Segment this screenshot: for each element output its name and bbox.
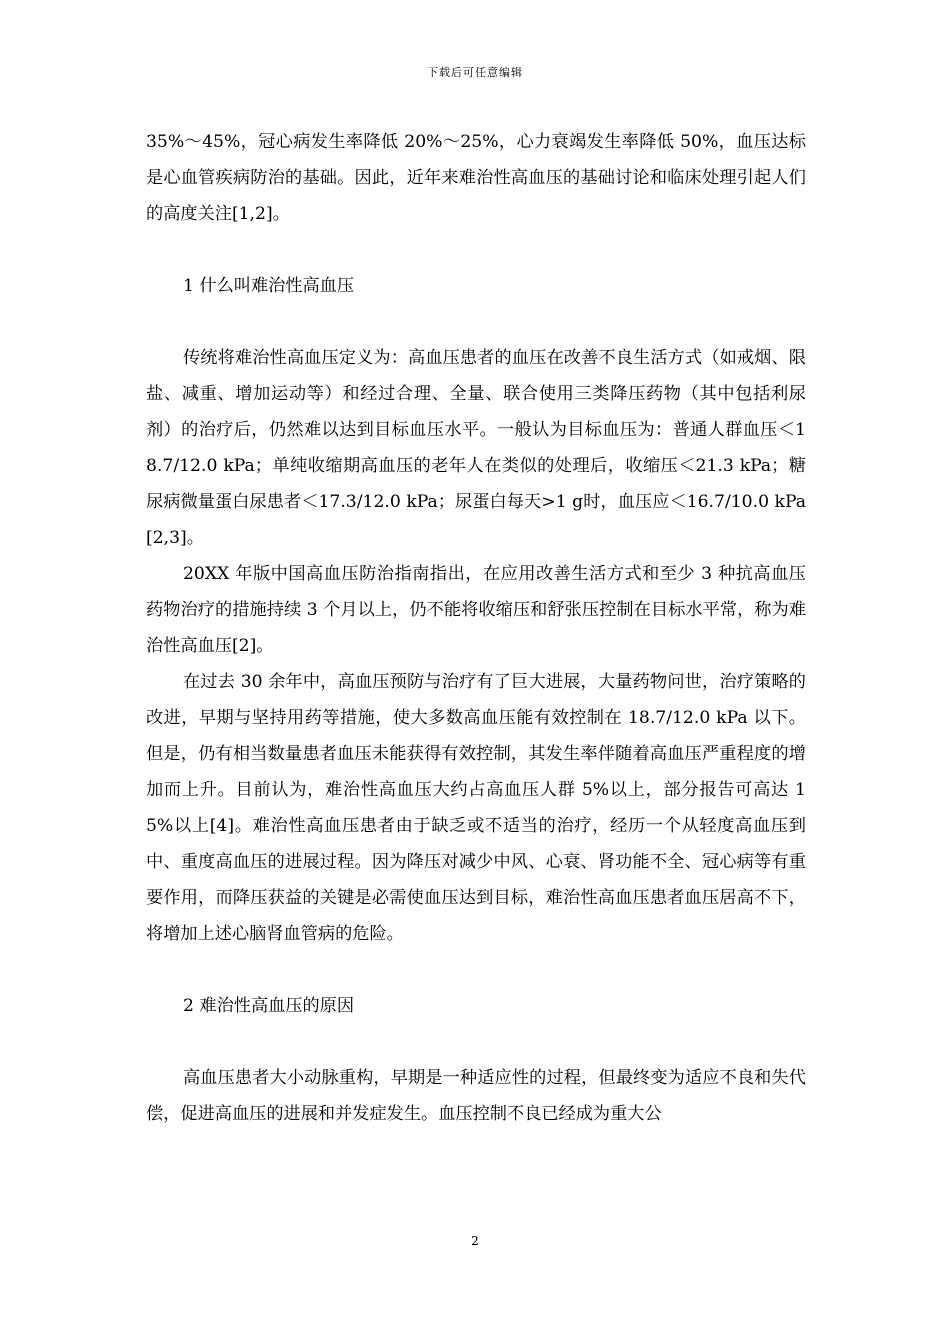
paragraph-definition: 传统将难治性高血压定义为：高血压患者的血压在改善不良生活方式（如戒烟、限盐、减重、增加运动等）和经过合理、全量、联合使用三类降压药物（其中包括利尿剂）的治疗后，仍然难以达到目标血压水平。一般认为目标血压为：普通人群血压＜18.7/12.0 kPa；单纯收缩期高血压的老年人在类似的处理后，收缩压＜21.3 kPa；糖尿病微量蛋白尿患者＜17.3/12.0 kPa；尿蛋白每天>1 g时，血压应＜16.7/10.0 kPa [2,3]。 xyxy=(146,348,806,548)
paragraph-causes: 高血压患者大小动脉重构，早期是一种适应性的过程，但最终变为适应不良和失代偿，促进高血压的进展和并发症发生。血压控制不良已经成为重大公 xyxy=(146,1068,806,1124)
document-body xyxy=(146,124,806,1132)
section-heading-2: 2 难治性高血压的原因 xyxy=(183,996,355,1016)
paragraph-intro: 35%～45%，冠心病发生率降低 20%～25%，心力衰竭发生率降低 50%，血压达标是心血管疾病防治的基础。因此，近年来难治性高血压的基础讨论和临床处理引起人们的高度关注[1,2]。 xyxy=(146,132,806,224)
page-number: 2 xyxy=(471,1234,479,1248)
paragraph-progress: 在过去 30 余年中，高血压预防与治疗有了巨大进展，大量药物问世，治疗策略的改进，早期与坚持用药等措施，使大多数高血压能有效控制在 18.7/12.0 kPa 以下。但是，仍有相当数量患者血压未能获得有效控制，其发生率伴随着高血压严重程度的增加而上升。目前认为，难治性高血压大约占高血压人群 5%以上，部分报告可高达 15%以上[4]。难治性高血压患者由于缺乏或不适当的治疗，经历一个从轻度高血压到中、重度高血压的进展过程。因为降压对减少中风、心衰、肾功能不全、冠心病等有重要作用，而降压获益的关键是必需使血压达到目标，难治性高血压患者血压居高不下，将增加上述心脑肾血管病的危险。 xyxy=(146,672,806,944)
section-heading-1: 1 什么叫难治性高血压 xyxy=(183,276,355,296)
paragraph-guideline: 20XX 年版中国高血压防治指南指出，在应用改善生活方式和至少 3 种抗高血压药物治疗的措施持续 3 个月以上，仍不能将收缩压和舒张压控制在目标水平常，称为难治性高血压[2]。 xyxy=(146,564,806,656)
page-header: 下载后可任意编辑 xyxy=(427,66,523,79)
